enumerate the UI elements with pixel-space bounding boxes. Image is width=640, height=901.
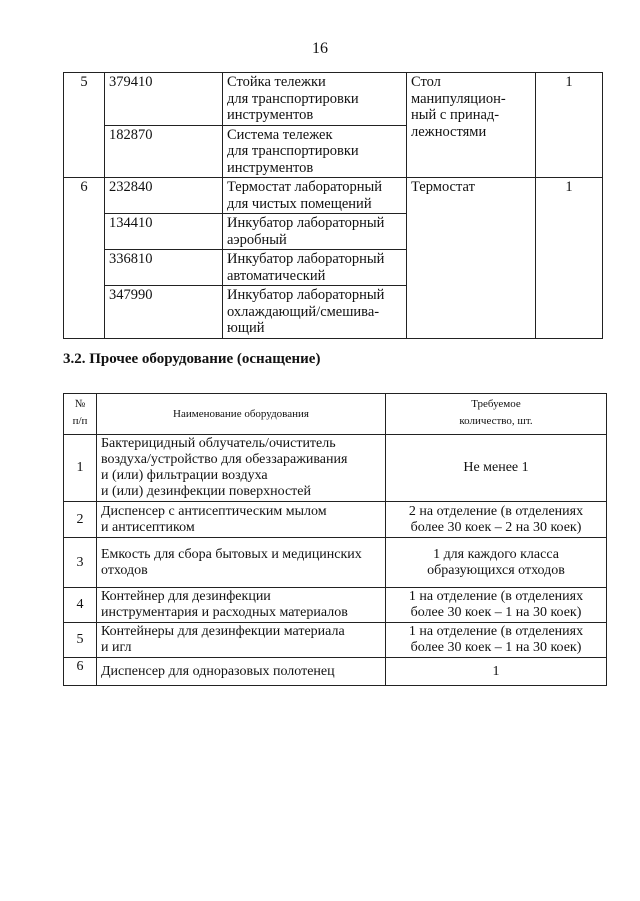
row-number: 2 (64, 502, 97, 538)
row-number: 5 (64, 623, 97, 658)
equipment-quantity: 1 (386, 658, 607, 686)
type-code: 347990 (105, 286, 223, 339)
header-name: Наименование оборудования (97, 394, 386, 435)
table-row (64, 502, 607, 538)
equipment-name: Диспенсер для одноразовых полотенец (97, 658, 386, 686)
table-row (64, 178, 603, 214)
table-row (64, 73, 603, 126)
type-name: Система тележек для транспортировки инструментов (223, 125, 407, 178)
equipment-name: Бактерицидный облучатель/очиститель воздуха/устройство для обеззараживания и (или) фильтрации воздуха и (или) дезинфекции поверхностей (97, 435, 386, 502)
type-name: Инкубатор лабораторный охлаждающий/смешива- ющий (223, 286, 407, 339)
equipment-quantity: 1 для каждого класса образующихся отходов (386, 538, 607, 588)
table-header-row (64, 394, 607, 435)
equipment-name: Контейнеры для дезинфекции материала и игл (97, 623, 386, 658)
equipment-quantity: 2 на отделение (в отделениях более 30 коек – 2 на 30 коек) (386, 502, 607, 538)
equipment-quantity: Не менее 1 (386, 435, 607, 502)
type-name: Термостат лабораторный для чистых помещений (223, 178, 407, 214)
row-number: 4 (64, 588, 97, 623)
table-row (64, 538, 607, 588)
type-code: 182870 (105, 125, 223, 178)
row-number: 6 (64, 658, 97, 686)
equipment-table-continued (63, 72, 603, 339)
type-code: 379410 (105, 73, 223, 126)
type-code: 134410 (105, 214, 223, 250)
row-number: 3 (64, 538, 97, 588)
page-number: 16 (312, 40, 328, 57)
type-code: 232840 (105, 178, 223, 214)
equipment-name: Диспенсер с антисептическим мылом и антисептиком (97, 502, 386, 538)
equipment-quantity: 1 на отделение (в отделениях более 30 коек – 1 на 30 коек) (386, 623, 607, 658)
section-heading: 3.2. Прочее оборудование (оснащение) (63, 351, 321, 367)
table-row (64, 658, 607, 686)
table-row (64, 435, 607, 502)
table-row (64, 588, 607, 623)
row-number: 1 (64, 435, 97, 502)
header-number: № п/п (64, 394, 97, 435)
header-quantity: Требуемое количество, шт. (386, 394, 607, 435)
type-name: Инкубатор лабораторный автоматический (223, 250, 407, 286)
row-number: 6 (64, 178, 105, 339)
table-row (64, 623, 607, 658)
equipment-name: Термостат (407, 178, 536, 339)
equipment-quantity: 1 (536, 73, 603, 178)
other-equipment-table (63, 393, 607, 686)
equipment-quantity: 1 на отделение (в отделениях более 30 коек – 1 на 30 коек) (386, 588, 607, 623)
equipment-name: Стол манипуляцион- ный с принад- лежностями (407, 73, 536, 178)
row-number: 5 (64, 73, 105, 178)
equipment-name: Емкость для сбора бытовых и медицинских отходов (97, 538, 386, 588)
type-name: Инкубатор лабораторный аэробный (223, 214, 407, 250)
equipment-quantity: 1 (536, 178, 603, 339)
type-name: Стойка тележки для транспортировки инструментов (223, 73, 407, 126)
equipment-name: Контейнер для дезинфекции инструментария и расходных материалов (97, 588, 386, 623)
type-code: 336810 (105, 250, 223, 286)
